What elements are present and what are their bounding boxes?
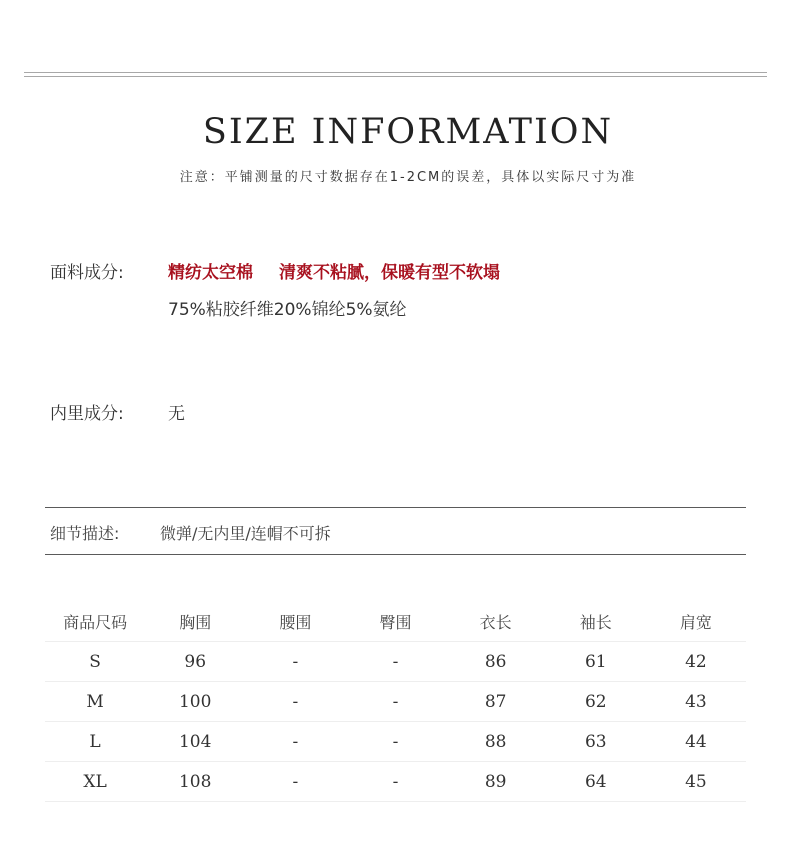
table-row <box>45 642 746 682</box>
header-shoulder: 肩宽 <box>646 602 746 642</box>
cell-shoulder: 45 <box>646 762 746 802</box>
cell-waist: - <box>245 682 345 722</box>
cell-sleeve: 62 <box>546 682 646 722</box>
cell-sleeve: 63 <box>546 722 646 762</box>
cell-length: 89 <box>446 762 546 802</box>
header-waist: 腰围 <box>245 602 345 642</box>
cell-waist: - <box>245 722 345 762</box>
cell-size: L <box>45 722 145 762</box>
cell-hip: - <box>345 722 445 762</box>
cell-size: S <box>45 642 145 682</box>
fabric-composition: 75%粘胶纤维20%锦纶5%氨纶 <box>168 300 407 320</box>
cell-length: 87 <box>446 682 546 722</box>
cell-waist: - <box>245 762 345 802</box>
cell-length: 88 <box>446 722 546 762</box>
cell-shoulder: 42 <box>646 642 746 682</box>
cell-length: 86 <box>446 642 546 682</box>
cell-waist: - <box>245 642 345 682</box>
details-bottom-rule <box>45 554 746 555</box>
cell-hip: - <box>345 762 445 802</box>
cell-sleeve: 61 <box>546 642 646 682</box>
cell-hip: - <box>345 642 445 682</box>
fabric-highlight-feature: 清爽不粘腻，保暖有型不软塌 <box>279 263 500 283</box>
cell-sleeve: 64 <box>546 762 646 802</box>
cell-chest: 104 <box>145 722 245 762</box>
details-label: 细节描述: <box>50 524 120 543</box>
header-size: 商品尺码 <box>45 602 145 642</box>
cell-chest: 100 <box>145 682 245 722</box>
details-top-rule <box>45 507 746 508</box>
lining-value: 无 <box>168 404 185 424</box>
lining-label: 内里成分: <box>50 404 124 424</box>
cell-shoulder: 44 <box>646 722 746 762</box>
fabric-highlights <box>168 258 500 283</box>
header-hip: 臀围 <box>345 602 445 642</box>
measurement-note: 注意：平铺测量的尺寸数据存在1-2CM的误差，具体以实际尺寸为准 <box>179 170 637 185</box>
cell-size: M <box>45 682 145 722</box>
header-length: 衣长 <box>446 602 546 642</box>
cell-size: XL <box>45 762 145 802</box>
cell-shoulder: 43 <box>646 682 746 722</box>
fabric-label: 面料成分: <box>50 263 124 283</box>
table-row <box>45 762 746 802</box>
header-chest: 胸围 <box>145 602 245 642</box>
cell-hip: - <box>345 682 445 722</box>
header-sleeve: 袖长 <box>546 602 646 642</box>
top-double-rule-upper <box>24 72 767 73</box>
page-title: SIZE INFORMATION <box>202 112 614 152</box>
cell-chest: 96 <box>145 642 245 682</box>
table-row <box>45 682 746 722</box>
cell-chest: 108 <box>145 762 245 802</box>
table-row <box>45 722 746 762</box>
details-value: 微弹/无内里/连帽不可拆 <box>160 524 331 543</box>
top-double-rule-lower <box>24 76 767 77</box>
size-table <box>45 602 746 802</box>
fabric-highlight-material: 精纺太空棉 <box>168 263 253 283</box>
size-table-header-row <box>45 602 746 642</box>
